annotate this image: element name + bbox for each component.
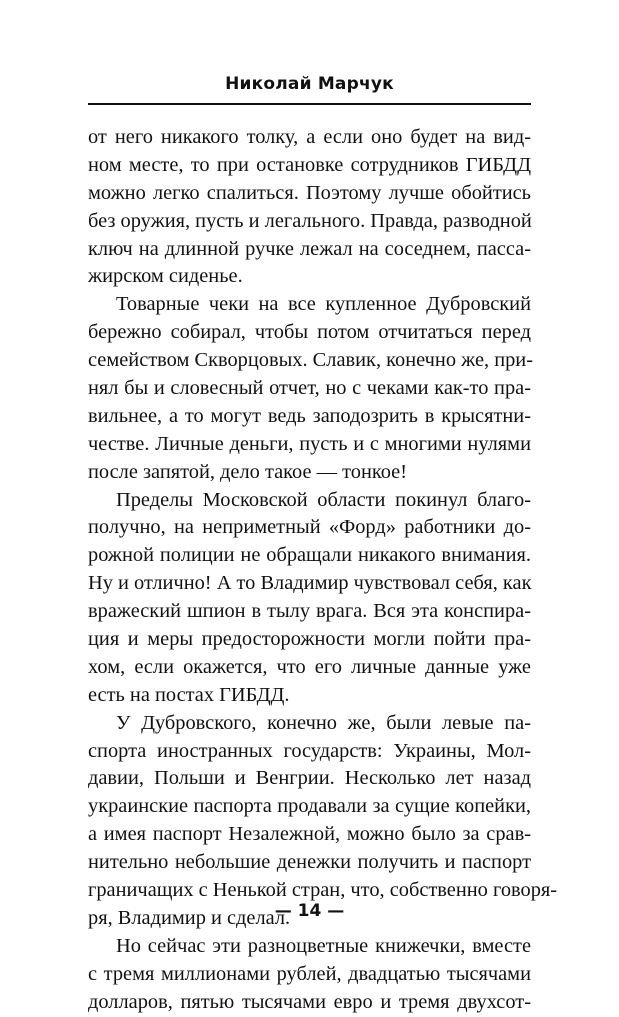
paragraph-2 [88,291,534,486]
text-line: рожной полиции не обращали никакого внимания. [88,544,531,567]
text-line: ция и меры предосторожности могли пойти пра- [88,628,531,651]
text-line: вражеский шпион в тылу врага. Вся эта конспира- [88,600,531,623]
text-line: без оружия, пусть и легального. Правда, разводной [88,209,532,232]
text-line: спорта иностранных государств: Украины, Мол- [88,739,531,762]
text-line: от него никакого толку, а если оно будет на вид- [88,126,531,148]
paragraph-3 [88,487,531,710]
text-line: можно легко спалиться. Поэтому лучше обойтись [88,181,531,204]
text-line: хом, если окажется, что его личные данные уже [88,655,531,678]
running-head-author: Николай Марчук [225,74,394,94]
page-number: — 14 — [274,901,345,921]
text-line: граничащих с Ненькой стран, что, собственно говоря- [88,879,558,902]
text-line: нял бы и словесный отчет, но с чеками как-то пра- [88,377,531,400]
text-line: ключ на длинной ручке лежал на соседнем, пасса- [88,237,531,260]
text-line: Но сейчас эти разноцветные книжечки, вместе [116,934,531,957]
text-line: получно, на неприметный «Форд» работники до- [88,516,531,539]
text-line: вильнее, а то могут ведь заподозрить в крысятни- [88,404,531,427]
text-line: У Дубровского, конечно же, были левые па- [116,711,531,734]
text-line: бережно собирал, чтобы потом отчитаться перед [88,321,531,344]
paragraph-1 [88,124,531,291]
text-line: украинские паспорта продавали за сущие копейки, [88,795,531,818]
text-line: Ну и отлично! А то Владимир чувствовал себя, как [88,572,532,595]
text-line: Пределы Московской области покинул благо- [116,488,531,511]
header-rule [88,103,531,105]
text-line: ря, Владимир и сделал. [88,906,291,929]
text-line: ном месте, то при остановке сотрудников ГИБДД [88,153,531,176]
paragraph-5 [88,933,531,1017]
text-line: после запятой, дело такое — тонкое! [88,460,408,483]
paragraph-4 [88,710,558,933]
text-line: а имея паспорт Незалежной, можно было за срав- [88,823,531,846]
text-line: Товарные чеки на все купленное Дубровский [116,293,531,316]
body-text [88,124,558,1017]
text-line: честве. Личные деньги, пусть и с многими нулями [88,432,531,455]
text-line: долларов, пятью тысячами евро и тремя двухсот- [88,990,531,1013]
text-line: жирском сиденье. [88,265,243,288]
text-line: нительно небольшие денежки получить и паспорт [88,851,531,874]
text-line: давии, Польши и Венгрии. Несколько лет назад [88,767,531,790]
text-line: есть на постах ГИБДД. [88,683,290,706]
text-line: семейством Скворцовых. Славик, конечно же, при- [88,349,534,372]
text-line: с тремя миллионами рублей, двадцатью тысячами [88,962,531,985]
